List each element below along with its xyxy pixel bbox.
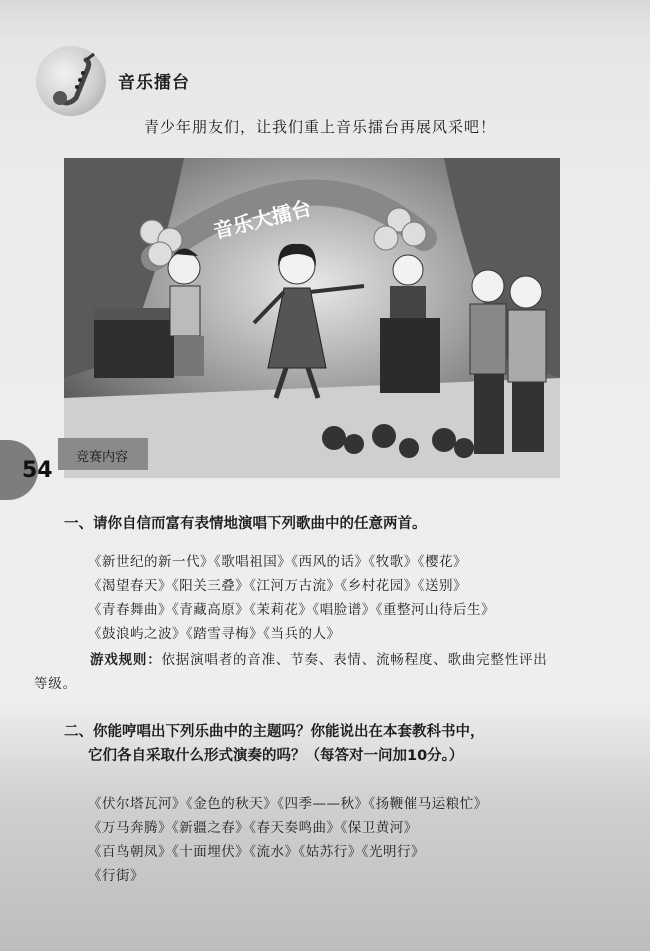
intro-text: 青少年朋友们，让我们重上音乐擂台再展风采吧！: [144, 118, 497, 136]
piece-line: 《行街》: [88, 868, 144, 884]
section-title: 音乐擂台: [118, 73, 190, 93]
song-line: 《青春舞曲》《青藏高原》《茉莉花》《唱脸谱》《重整河山待后生》: [88, 602, 495, 618]
rules-text-continued: 等级。: [34, 676, 77, 692]
competition-label: 竞赛内容: [76, 450, 129, 465]
question-1-song-list: [88, 550, 495, 646]
stage-illustration: [64, 158, 560, 478]
song-line: 《鼓浪屿之波》《踏雪寻梅》《当兵的人》: [88, 626, 341, 642]
question-2-prompt-line2: 它们各自采取什么形式演奏的吗？（每答对一问加10分。）: [88, 748, 464, 764]
song-line: 《渴望春天》《阳关三叠》《江河万古流》《乡村花园》《送别》: [88, 578, 467, 594]
question-2-piece-list: [88, 792, 488, 888]
piece-line: 《万马奔腾》《新疆之春》《春天奏鸣曲》《保卫黄河》: [88, 820, 418, 836]
page-number: 54: [22, 458, 53, 483]
rules-text: 依据演唱者的音准、节奏、表情、流畅程度、歌曲完整性评出: [161, 652, 548, 668]
song-line: 《新世纪的新一代》《歌唱祖国》《西风的话》《牧歌》《樱花》: [88, 554, 467, 570]
rules-label: 游戏规则：: [90, 652, 162, 668]
saxophone-icon: [36, 46, 106, 116]
saxophone-logo: [36, 46, 106, 116]
banner-text: 音乐大擂台: [210, 195, 314, 244]
piece-line: 《伏尔塔瓦河》《金色的秋天》《四季——秋》《扬鞭催马运粮忙》: [88, 796, 488, 812]
question-1-prompt: 一、请你自信而富有表情地演唱下列歌曲中的任意两首。: [64, 516, 427, 532]
game-rules: [34, 648, 604, 696]
question-2-prompt-line1: 二、你能哼唱出下列乐曲中的主题吗？你能说出在本套教科书中，: [64, 724, 485, 740]
piece-line: 《百鸟朝凤》《十面埋伏》《流水》《姑苏行》《光明行》: [88, 844, 425, 860]
